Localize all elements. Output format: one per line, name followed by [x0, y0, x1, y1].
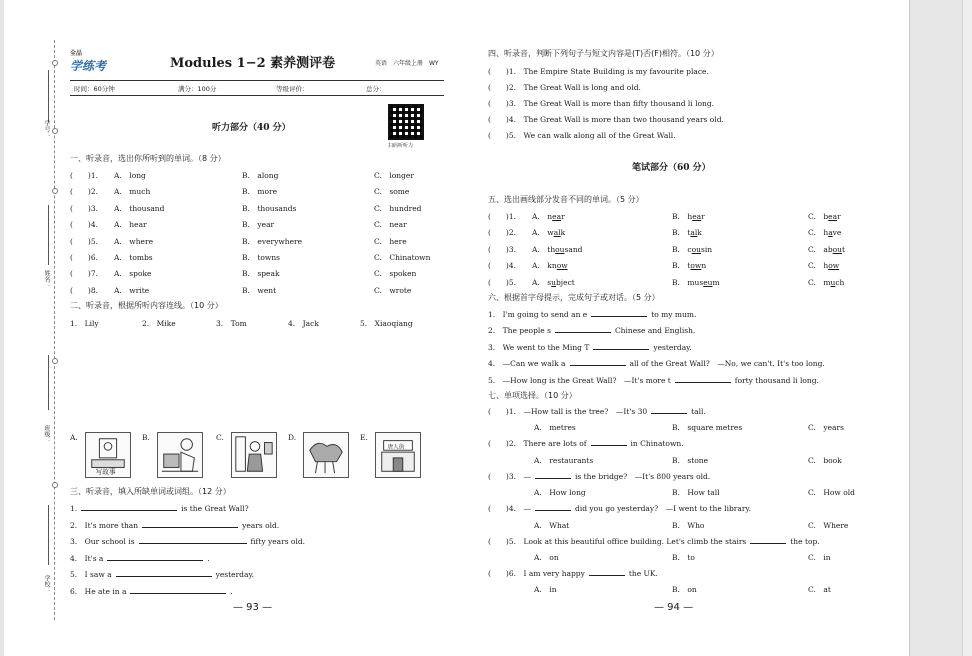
option-b: B. went	[242, 285, 277, 295]
answer-bracket[interactable]: ( )7.	[70, 269, 99, 279]
answer-blank[interactable]	[555, 325, 611, 333]
phonics-option-b	[672, 227, 702, 238]
section-6-title: 六、根据首字母提示，完成句子或对话。（5 分）	[488, 293, 660, 302]
answer-bracket[interactable]: ( )4.	[488, 261, 517, 271]
total-label: 总分：	[366, 85, 386, 93]
question-text: forty thousand li long.	[734, 375, 819, 385]
option-b: B. along	[242, 171, 279, 180]
question-text: is the Great Wall?	[181, 504, 249, 513]
answer-bracket[interactable]: ( )2.	[70, 187, 99, 197]
info-bar	[70, 80, 444, 96]
word-part: C. h	[808, 228, 829, 238]
question-text: yesterday.	[653, 342, 692, 352]
brand-logo: 全品 学练考	[70, 50, 107, 73]
option-a[interactable]: A. in	[534, 585, 557, 595]
picture-label-a: A.	[70, 433, 78, 442]
sentence-completion-row	[488, 342, 692, 353]
option-c[interactable]: C. at	[808, 585, 831, 595]
phonics-option-c	[808, 277, 844, 288]
answer-bracket[interactable]: ( )5.	[70, 236, 99, 246]
word-part: ch	[835, 277, 845, 287]
option-a[interactable]: A. What	[534, 520, 570, 530]
answer-bracket[interactable]: ( )8.	[70, 285, 99, 295]
answer-blank[interactable]	[651, 406, 687, 414]
margin-label-school: 学校：	[43, 575, 50, 593]
answer-blank[interactable]	[142, 520, 238, 528]
mc-question	[488, 503, 751, 514]
underlined-letters: u	[551, 277, 556, 287]
word-part: A. s	[532, 277, 552, 287]
match-name: 5. Xiaoqiang	[360, 319, 413, 328]
underlined-letters: u	[830, 277, 836, 287]
option-c[interactable]: C. How old	[808, 488, 855, 498]
phonics-option-b	[672, 260, 706, 271]
answer-blank[interactable]	[589, 568, 625, 576]
question-text: in Chinatown.	[630, 439, 684, 449]
margin-label-student-id: 学号：	[43, 120, 50, 138]
answer-blank[interactable]	[139, 536, 247, 544]
option-a: A. long	[114, 171, 146, 180]
option-a: A. where	[114, 236, 154, 246]
word-part: m	[712, 277, 720, 287]
answer-bracket[interactable]: ( )1.	[488, 212, 517, 221]
question-text: ( )5. Look at this beautiful office building. Let's climb the stairs	[488, 536, 747, 546]
match-name: 3. Tom	[216, 319, 247, 328]
answer-blank[interactable]	[591, 438, 627, 446]
picture-label-c: C.	[216, 433, 224, 442]
word-part: B. h	[672, 212, 693, 221]
option-b: B. year	[242, 220, 275, 230]
underlined-letters: ea	[552, 212, 562, 221]
mc-question	[488, 406, 706, 417]
mc-question	[488, 471, 710, 482]
sentence-completion-row	[488, 375, 819, 386]
section-1-title: 一、听录音，选出你所听到的单词。（8 分）	[70, 154, 226, 163]
word-part: C. m	[808, 277, 831, 287]
word-part: r	[837, 212, 841, 221]
underlined-letters: al	[553, 228, 561, 238]
answer-bracket[interactable]: ( )3.	[488, 244, 517, 254]
sentence-completion-row	[488, 309, 696, 320]
underlined-letters: ea	[828, 212, 838, 221]
answer-bracket[interactable]: ( )1.	[70, 171, 99, 180]
word-part: k	[697, 228, 702, 238]
fill-in-row	[70, 520, 279, 531]
fill-in-row	[70, 536, 305, 547]
true-false-row[interactable]: ( )3. The Great Wall is more than fifty thousand li long.	[488, 99, 715, 108]
underlined-letters: ow	[828, 261, 840, 271]
answer-bracket[interactable]: ( )2.	[488, 228, 517, 238]
margin-label-class: 班级：	[43, 425, 50, 443]
word-part: A. kn	[532, 261, 557, 271]
question-text: 4. —Can we walk a	[488, 359, 566, 369]
option-a: A. much	[114, 187, 151, 197]
option-a: A. hear	[114, 220, 147, 230]
question-text: years old.	[242, 520, 280, 530]
question-text: Chinese and English.	[614, 326, 696, 336]
page-number-right: — 94 —	[654, 602, 694, 613]
picture-chinatown-shop	[375, 432, 421, 478]
true-false-row[interactable]: ( )2. The Great Wall is long and old.	[488, 83, 641, 92]
option-c[interactable]: C. book	[808, 455, 842, 465]
question-text: 1. I'm going to send an e	[488, 310, 588, 319]
phonics-option-a	[532, 244, 582, 255]
answer-blank[interactable]	[593, 342, 649, 350]
answer-bracket[interactable]: ( )3.	[70, 203, 99, 213]
time-label: 时间：60分钟	[74, 85, 115, 93]
fill-in-row	[70, 569, 254, 580]
answer-bracket[interactable]: ( )5.	[488, 277, 517, 287]
section-4-title: 四、听录音，判断下列句子与短文内容是(T)否(F)相符。（10 分）	[488, 49, 719, 58]
option-b: B. towns	[242, 253, 281, 262]
question-text: is the bridge? —It's 800 years old.	[575, 471, 711, 481]
phonics-option-c	[808, 260, 839, 271]
true-false-row[interactable]: ( )1. The Empire State Building is my favourite place.	[488, 67, 709, 76]
qr-code-icon[interactable]	[388, 104, 424, 140]
question-text: .	[207, 553, 210, 563]
underlined-letters: ou	[555, 244, 565, 254]
word-part: ve	[832, 228, 842, 238]
phonics-option-a	[532, 260, 568, 271]
option-c: C. hundred	[374, 203, 422, 213]
option-c: C. longer	[374, 171, 414, 180]
match-name: 2. Mike	[142, 319, 176, 328]
binding-hole	[52, 358, 58, 364]
word-part: k	[560, 228, 566, 238]
word-part: n	[701, 261, 707, 271]
underlined-letters: a	[828, 228, 833, 238]
underlined-letters: al	[690, 228, 698, 238]
binding-hole	[52, 482, 58, 488]
question-text: .	[230, 587, 233, 596]
phonics-option-b	[672, 277, 720, 288]
answer-blank[interactable]	[130, 586, 226, 594]
section-7-title: 七、单项选择。（10 分）	[488, 391, 577, 400]
phonics-option-a	[532, 211, 565, 222]
phonics-option-c	[808, 227, 841, 238]
option-a: A. spoke	[114, 269, 152, 279]
option-c: C. Chinatown	[374, 253, 431, 262]
question-text: fifty years old.	[250, 537, 306, 547]
sentence-completion-row	[488, 325, 695, 336]
option-a: A. thousand	[114, 203, 165, 213]
fill-in-row	[70, 553, 210, 564]
question-text: 3. Our school is	[70, 537, 135, 547]
picture-museum-person	[231, 432, 277, 478]
answer-blank[interactable]	[675, 375, 731, 383]
option-c: C. wrote	[374, 285, 412, 295]
question-text: did you go yesterday? —I went to the library.	[575, 504, 752, 514]
option-a: A. tombs	[114, 253, 153, 262]
fill-in-row	[70, 503, 249, 513]
answer-blank[interactable]	[535, 503, 571, 511]
word-part: B. t	[672, 261, 691, 271]
question-text: 4. It's a	[70, 553, 104, 563]
picture-lion-dance	[303, 432, 349, 478]
answer-blank[interactable]	[750, 536, 786, 544]
mc-question	[488, 438, 684, 449]
dashed-cut-line	[54, 40, 55, 620]
word-part: B. t	[672, 228, 691, 238]
word-part: A. th	[532, 244, 556, 254]
option-c: C. some	[374, 187, 410, 197]
question-text: 5. —How long is the Great Wall? —It's more t	[488, 375, 671, 385]
exam-title: Modules 1−2 素养测评卷	[170, 56, 336, 71]
question-text: the UK.	[628, 569, 658, 578]
underlined-letters: ea	[692, 212, 702, 221]
question-text: ( )6. I am very happy	[488, 569, 585, 578]
phonics-option-a	[532, 227, 565, 238]
binding-hole	[52, 128, 58, 134]
grade-eval-label: 等级评价：	[276, 85, 309, 93]
option-b[interactable]: B. stone	[672, 455, 709, 465]
underlined-letters: ow	[690, 261, 702, 271]
option-b[interactable]: B. to	[672, 553, 695, 562]
picture-label-e: E.	[360, 433, 368, 442]
phonics-option-a	[532, 277, 575, 288]
option-b: B. thousands	[242, 203, 297, 213]
question-text: to my mum.	[651, 310, 697, 319]
phonics-option-c	[808, 244, 845, 255]
question-text: 3. We went to the Ming T	[488, 342, 590, 352]
writing-part-title: 笔试部分（60 分）	[632, 163, 711, 173]
answer-blank[interactable]	[116, 569, 212, 577]
section-2-title: 二、听录音，根据所听内容连线。（10 分）	[70, 301, 223, 310]
sentence-completion-row	[488, 358, 825, 369]
word-part: C. b	[808, 212, 829, 221]
mc-question	[488, 536, 820, 547]
question-text: ( )1. —How tall is the tree? —It's 30	[488, 407, 648, 416]
match-name: 4. Jack	[288, 319, 319, 328]
question-text: ( )2. There are lots of	[488, 439, 587, 449]
answer-bracket[interactable]: ( )4.	[70, 220, 99, 230]
option-b[interactable]: B. on	[672, 585, 697, 595]
word-part: A. n	[532, 212, 553, 221]
option-b[interactable]: B. square metres	[672, 423, 743, 433]
option-a[interactable]: A. restaurants	[534, 455, 594, 465]
question-text: all of the Great Wall? —No, we can't. It's too long.	[629, 359, 825, 369]
answer-blank[interactable]	[81, 503, 177, 511]
full-score-label: 满分：100分	[178, 85, 217, 93]
option-b: B. more	[242, 187, 278, 197]
question-text: the top.	[790, 536, 820, 546]
question-text: 6. He ate in a	[70, 587, 127, 596]
mc-question	[488, 568, 658, 579]
true-false-row[interactable]: ( )5. We can walk along all of the Great Wall.	[488, 131, 676, 140]
word-part: B. mus	[672, 277, 704, 287]
section-5-title: 五、选出画线部分发音不同的单词。（5 分）	[488, 195, 644, 204]
svg-text:唐人街: 唐人街	[387, 444, 405, 451]
true-false-row[interactable]: ( )4. The Great Wall is more than two thousand years old.	[488, 115, 724, 124]
picture-writing-story	[85, 432, 131, 478]
underlined-letters: ow	[556, 261, 568, 271]
question-text: ( )4. —	[488, 504, 532, 514]
option-a[interactable]: A. on	[534, 553, 559, 562]
word-part: A. w	[532, 228, 554, 238]
option-b[interactable]: B. Who	[672, 520, 705, 530]
page-number-left: — 93 —	[233, 602, 273, 613]
answer-blank[interactable]	[570, 358, 626, 366]
question-text: 5. I saw a	[70, 570, 112, 580]
option-b: B. everywhere	[242, 236, 303, 246]
question-text: yesterday.	[215, 570, 255, 580]
subject-label: 英语 六年级上册 WY	[375, 60, 439, 67]
underlined-letters: ou	[832, 244, 842, 254]
answer-bracket[interactable]: ( )6.	[70, 253, 99, 262]
option-c[interactable]: C. in	[808, 553, 831, 562]
word-part: C. h	[808, 261, 829, 271]
word-part: sin	[700, 244, 713, 254]
listening-part-title: 听力部分（40 分）	[212, 123, 291, 133]
match-name: 1. Lily	[70, 319, 99, 328]
section-3-title: 三、听录音，填入所缺单词或词组。（12 分）	[70, 487, 231, 496]
option-b: B. speak	[242, 269, 280, 279]
picture-computer-boy	[157, 432, 203, 478]
option-b[interactable]: B. How tall	[672, 488, 720, 498]
word-part: bject	[556, 277, 575, 287]
option-c[interactable]: C. Where	[808, 520, 849, 530]
binding-hole	[52, 188, 58, 194]
binding-hole	[52, 60, 58, 66]
option-c: C. here	[374, 236, 407, 246]
qr-caption: 扫码听听力	[388, 143, 414, 149]
word-part: r	[701, 212, 705, 221]
question-text: tall.	[691, 407, 706, 416]
option-c: C. near	[374, 220, 407, 230]
picture-label-d: D.	[288, 433, 297, 442]
question-text: ( )3. —	[488, 471, 532, 481]
option-c[interactable]: C. years	[808, 423, 844, 433]
option-a[interactable]: A. How long	[534, 488, 586, 498]
word-part: C. ab	[808, 244, 833, 254]
scrollbar[interactable]	[962, 0, 972, 656]
phonics-option-b	[672, 244, 712, 255]
svg-text:写故事: 写故事	[95, 468, 116, 477]
answer-blank[interactable]	[107, 553, 203, 561]
word-part: sand	[564, 244, 583, 254]
option-c: C. spoken	[374, 269, 417, 279]
underlined-letters: ou	[691, 244, 701, 254]
question-text: 2. The people s	[488, 326, 551, 336]
phonics-option-b	[672, 211, 705, 222]
picture-label-b: B.	[142, 433, 150, 442]
underlined-letters: eu	[703, 277, 713, 287]
question-text: 1.	[70, 504, 78, 513]
fill-in-row	[70, 586, 233, 597]
margin-label-name: 姓名：	[43, 270, 50, 288]
question-text: 2. It's more than	[70, 520, 139, 530]
word-part: B. c	[672, 244, 692, 254]
answer-blank[interactable]	[535, 471, 571, 479]
phonics-option-c	[808, 211, 841, 222]
option-a: A. write	[114, 285, 150, 295]
word-part: t	[842, 244, 846, 254]
word-part: r	[561, 212, 565, 221]
answer-blank[interactable]	[591, 309, 647, 317]
option-a[interactable]: A. metres	[534, 423, 576, 433]
